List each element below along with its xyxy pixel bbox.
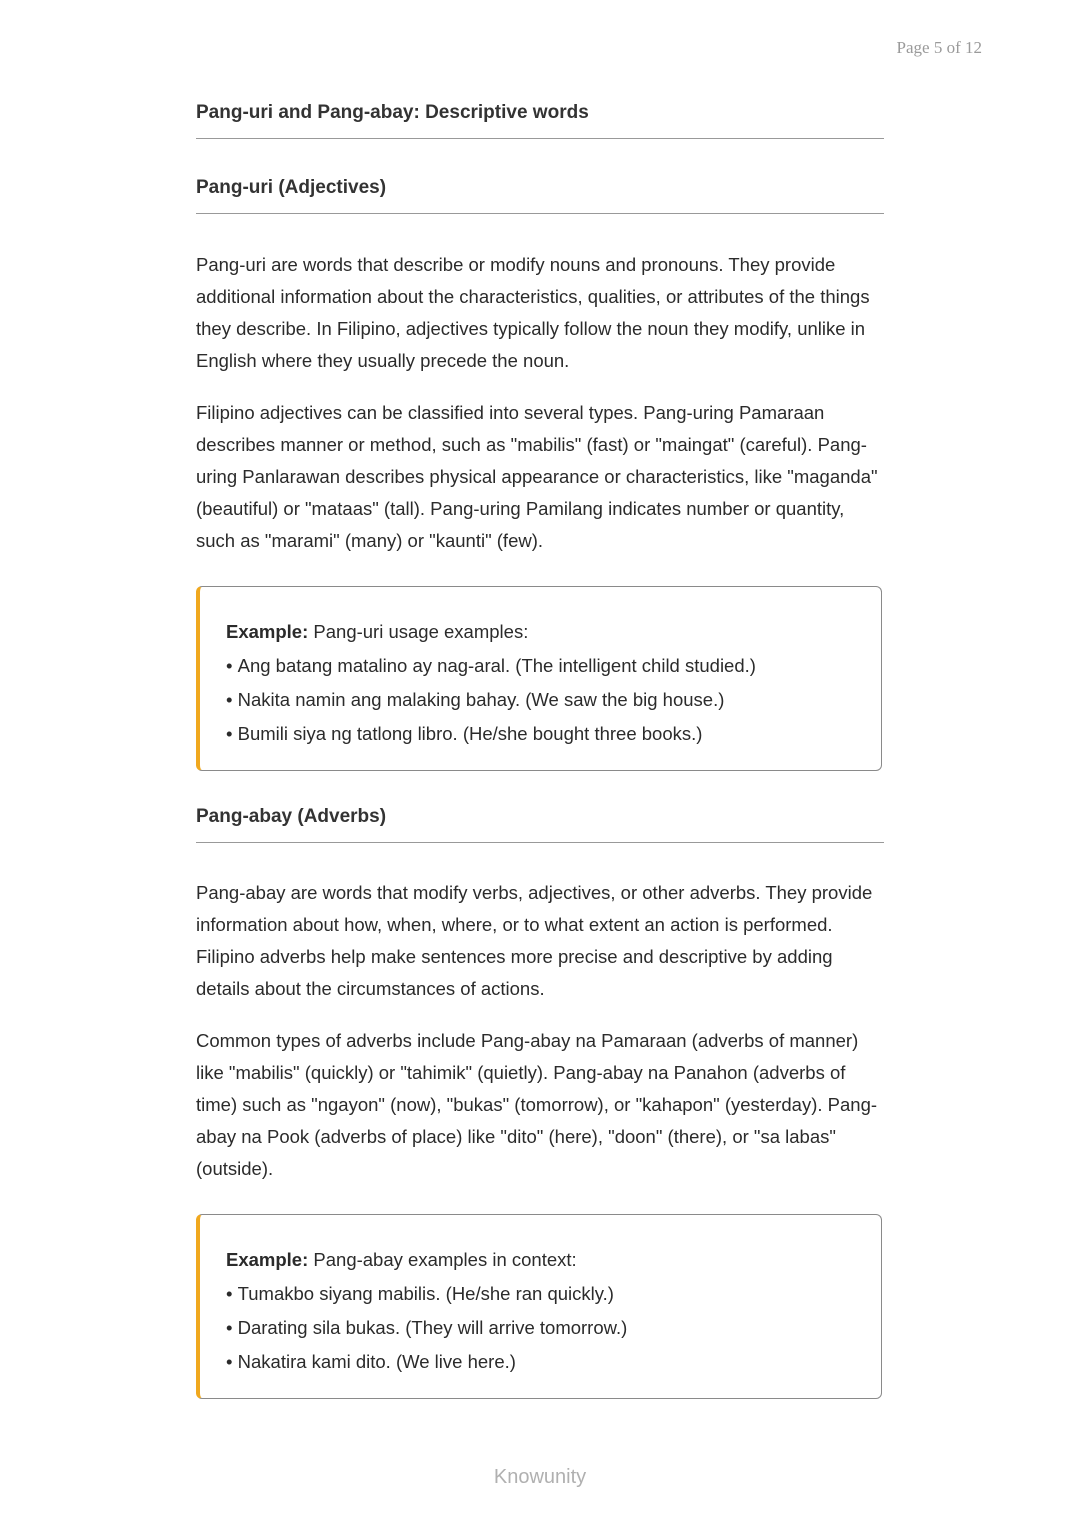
- example-intro: [226, 1243, 855, 1277]
- page-indicator: Page 5 of 12: [896, 38, 982, 57]
- example-item: • Nakatira kami dito. (We live here.): [226, 1345, 855, 1379]
- section-heading-adjectives: Pang-uri (Adjectives): [196, 177, 884, 214]
- example-intro-text: Pang-uri usage examples:: [313, 621, 529, 642]
- example-item: • Darating sila bukas. (They will arrive tomorrow.): [226, 1311, 855, 1345]
- paragraph: Common types of adverbs include Pang-abay na Pamaraan (adverbs of manner) like "mabilis" (quickly) or "tahimik" (quietly). Pang-abay na Panahon (adverbs of time) such as "ngayon" (now), "bukas" (tomorrow), or "kahapon" (yesterday). Pang-abay na Pook (adverbs of place) like "dito" (here), "doon" (there), or "sa labas" (outside).: [196, 1030, 878, 1179]
- example-box-adverbs: [196, 1214, 882, 1399]
- paragraph: Filipino adjectives can be classified into several types. Pang-uring Pamaraan describes manner or method, such as "mabilis" (fast) or "maingat" (careful). Pang-uring Panlarawan describes physical appearance or characteristics, like "maganda" (beautiful) or "mataas" (tall). Pang-uring Pamilang indicates number or quantity, such as "marami" (many) or "kaunti" (few).: [196, 402, 878, 551]
- example-label: Example:: [226, 1249, 309, 1270]
- paragraph: Pang-uri are words that describe or modify nouns and pronouns. They provide additional information about the characteristics, qualities, or attributes of the things they describe. In Filipino, adjectives typically follow the noun they modify, unlike in English where they usually precede the noun.: [196, 254, 870, 371]
- example-intro: [226, 615, 855, 649]
- example-box-adjectives: [196, 586, 882, 771]
- footer-brand: Knowunity: [493, 1466, 587, 1488]
- page-title: Pang-uri and Pang-abay: Descriptive words: [196, 102, 884, 139]
- example-label: Example:: [226, 621, 309, 642]
- example-item: • Tumakbo siyang mabilis. (He/she ran quickly.): [226, 1277, 855, 1311]
- example-intro-text: Pang-abay examples in context:: [313, 1249, 577, 1270]
- example-item: • Nakita namin ang malaking bahay. (We saw the big house.): [226, 683, 855, 717]
- paragraph: Pang-abay are words that modify verbs, adjectives, or other adverbs. They provide information about how, when, where, or to what extent an action is performed. Filipino adverbs help make sentences more precise and descriptive by adding details about the circumstances of actions.: [196, 882, 873, 999]
- section-heading-adverbs: Pang-abay (Adverbs): [196, 806, 884, 843]
- example-item: • Bumili siya ng tatlong libro. (He/she bought three books.): [226, 717, 855, 751]
- example-item: • Ang batang matalino ay nag-aral. (The intelligent child studied.): [226, 649, 855, 683]
